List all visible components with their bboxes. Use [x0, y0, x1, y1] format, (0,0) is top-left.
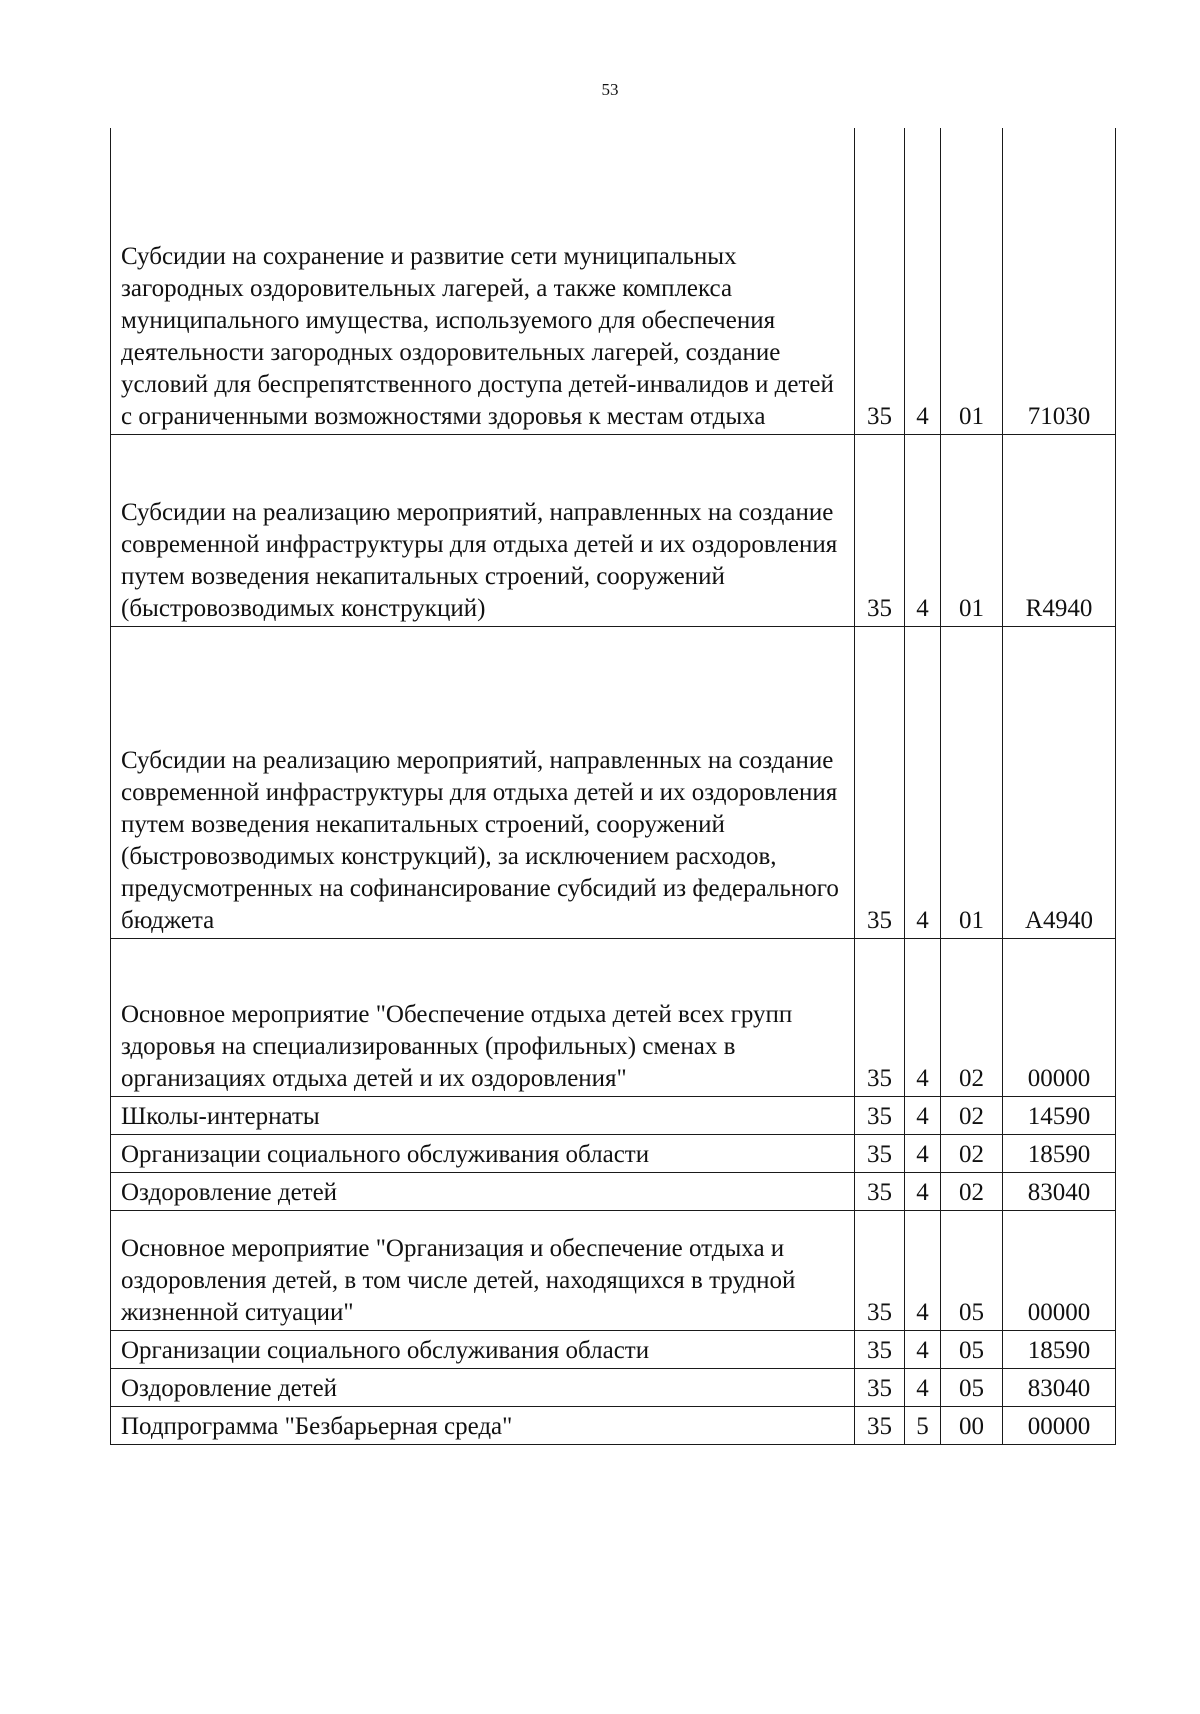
code-direction: 00000	[1003, 1407, 1116, 1445]
code-subprogram: 4	[905, 1097, 941, 1135]
code-ministry: 35	[855, 1097, 905, 1135]
row-name: Оздоровление детей	[111, 1369, 855, 1407]
code-direction: 00000	[1003, 1211, 1116, 1331]
code-subprogram: 4	[905, 1173, 941, 1211]
code-subprogram: 4	[905, 1135, 941, 1173]
code-activity: 05	[941, 1211, 1003, 1331]
code-direction: 18590	[1003, 1331, 1116, 1369]
row-name: Оздоровление детей	[111, 1173, 855, 1211]
code-direction: 83040	[1003, 1369, 1116, 1407]
code-activity: 02	[941, 939, 1003, 1097]
code-ministry: 35	[855, 1135, 905, 1173]
row-name: Субсидии на реализацию мероприятий, направленных на создание современной инфраструктуры для отдыха детей и их оздоровления путем возведения некапитальных строений, сооружений (быстровозводимых конструкций)	[111, 435, 855, 627]
table-row	[111, 1173, 1116, 1211]
code-direction: 83040	[1003, 1173, 1116, 1211]
page-number: 53	[601, 80, 619, 99]
table-row	[111, 939, 1116, 1097]
code-subprogram: 4	[905, 627, 941, 939]
code-activity: 01	[941, 435, 1003, 627]
row-name: Основное мероприятие "Обеспечение отдыха детей всех групп здоровья на специализированных (профильных) сменах в организациях отдыха детей и их оздоровления"	[111, 939, 855, 1097]
row-name: Организации социального обслуживания области	[111, 1135, 855, 1173]
code-direction: 14590	[1003, 1097, 1116, 1135]
table-row	[111, 1407, 1116, 1445]
table-row	[111, 627, 1116, 939]
table-row	[111, 1135, 1116, 1173]
row-name: Организации социального обслуживания области	[111, 1331, 855, 1369]
code-activity: 01	[941, 627, 1003, 939]
row-name: Школы-интернаты	[111, 1097, 855, 1135]
row-name: Субсидии на сохранение и развитие сети муниципальных загородных оздоровительных лагерей, а также комплекса муниципального имущества, используемого для обеспечения деятельности загородных оздоровительных лагерей, создание условий для беспрепятственного доступа детей-инвалидов и детей с ограниченными возможностями здоровья к местам отдыха	[111, 128, 855, 435]
code-ministry: 35	[855, 435, 905, 627]
code-activity: 00	[941, 1407, 1003, 1445]
code-subprogram: 4	[905, 939, 941, 1097]
code-ministry: 35	[855, 128, 905, 435]
code-subprogram: 4	[905, 435, 941, 627]
code-direction: 18590	[1003, 1135, 1116, 1173]
code-ministry: 35	[855, 1211, 905, 1331]
code-activity: 02	[941, 1097, 1003, 1135]
code-ministry: 35	[855, 1369, 905, 1407]
table-row	[111, 435, 1116, 627]
code-activity: 01	[941, 128, 1003, 435]
code-subprogram: 4	[905, 1211, 941, 1331]
code-direction: 00000	[1003, 939, 1116, 1097]
code-ministry: 35	[855, 1407, 905, 1445]
code-ministry: 35	[855, 1173, 905, 1211]
code-activity: 02	[941, 1173, 1003, 1211]
row-name: Подпрограмма "Безбарьерная среда"	[111, 1407, 855, 1445]
code-subprogram: 4	[905, 1369, 941, 1407]
row-name: Основное мероприятие "Организация и обеспечение отдыха и оздоровления детей, в том числе детей, находящихся в трудной жизненной ситуации"	[111, 1211, 855, 1331]
code-activity: 05	[941, 1331, 1003, 1369]
code-ministry: 35	[855, 1331, 905, 1369]
table-row	[111, 128, 1116, 435]
budget-table	[110, 128, 1116, 1445]
code-direction: А4940	[1003, 627, 1116, 939]
code-activity: 02	[941, 1135, 1003, 1173]
row-name: Субсидии на реализацию мероприятий, направленных на создание современной инфраструктуры для отдыха детей и их оздоровления путем возведения некапитальных строений, сооружений (быстровозводимых конструкций), за исключением расходов, предусмотренных на софинансирование субсидий из федерального бюджета	[111, 627, 855, 939]
table-row	[111, 1211, 1116, 1331]
code-subprogram: 5	[905, 1407, 941, 1445]
table-row	[111, 1369, 1116, 1407]
code-subprogram: 4	[905, 128, 941, 435]
code-ministry: 35	[855, 627, 905, 939]
code-activity: 05	[941, 1369, 1003, 1407]
code-direction: R4940	[1003, 435, 1116, 627]
table-row	[111, 1097, 1116, 1135]
code-direction: 71030	[1003, 128, 1116, 435]
code-subprogram: 4	[905, 1331, 941, 1369]
code-ministry: 35	[855, 939, 905, 1097]
table-row	[111, 1331, 1116, 1369]
